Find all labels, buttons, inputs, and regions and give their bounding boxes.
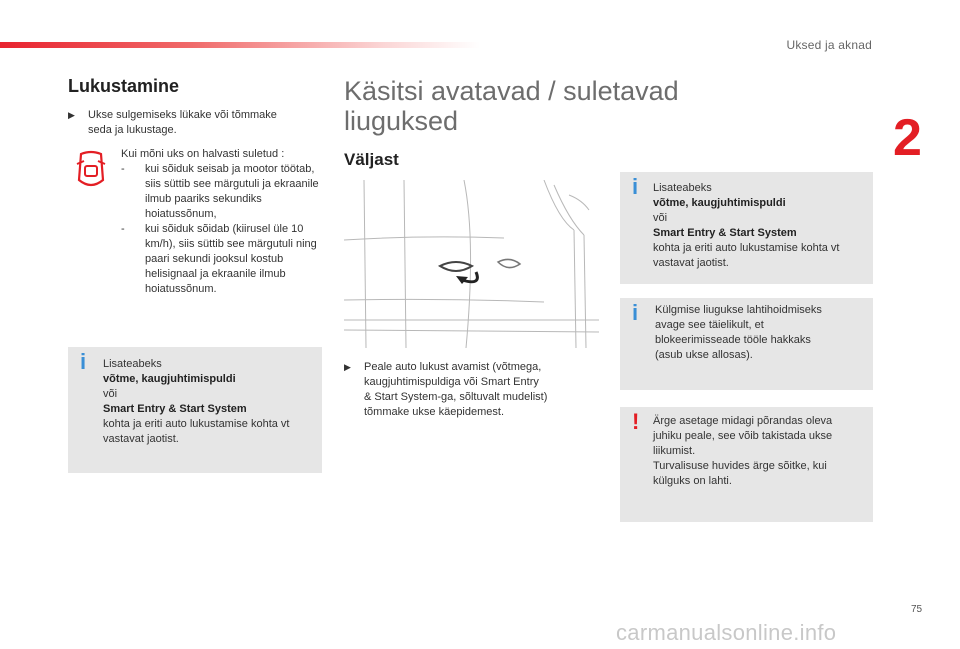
info-text: Külgmise liugukse lahtihoidmiseks: [655, 304, 822, 316]
warning-list-item: [121, 162, 331, 222]
warning-text: Ärge asetage midagi põrandas oleva: [653, 415, 833, 427]
bullet-item: [68, 108, 318, 138]
warning-text: külguks on lahti.: [653, 475, 732, 487]
warning-list-item: [121, 222, 331, 297]
info-icon: i: [632, 174, 639, 199]
info-icon: i: [632, 300, 639, 325]
section-title: Uksed ja aknad: [786, 38, 872, 52]
info-text: või: [103, 388, 118, 400]
info-text: blokeerimisseade tööle hakkaks: [655, 334, 811, 346]
info-text: (asub ukse allosas).: [655, 349, 753, 361]
info-text: Lisateabeks: [103, 358, 162, 370]
info-text: või: [653, 212, 668, 224]
list-dash: -: [121, 163, 125, 175]
info-box-content: [103, 357, 318, 447]
door-warning-text: [121, 147, 331, 297]
heading-kasitsi: Käsitsi avatavad / suletavad liuguksed: [344, 76, 679, 136]
info-text: vastavat jaotist.: [103, 433, 179, 445]
info-text: kohta ja eriti auto lukustamise kohta vt: [653, 242, 840, 254]
bullet-text: Ukse sulgemiseks lükake või tõmmake seda ja lukustage.: [88, 109, 277, 136]
chapter-number: 2: [893, 109, 922, 167]
info-text-bold: võtme, kaugjuhtimispuldi: [653, 197, 786, 209]
warning-intro: Kui mõni uks on halvasti suletud :: [121, 148, 285, 160]
warning-text: juhiku peale, see võib takistada ukse: [653, 430, 833, 442]
info-text-bold: Smart Entry & Start System: [103, 403, 247, 415]
info-box-content: [653, 181, 871, 271]
info-text-bold: Smart Entry & Start System: [653, 227, 797, 239]
bullet-text: Peale auto lukust avamist (võtmega, kaugjuhtimispuldiga või Smart Entry & Start System-ga, sõltuvalt mudelist) tõmmake ukse käepidemest.: [364, 361, 548, 418]
info-icon: i: [80, 349, 87, 374]
exclamation-icon: !: [632, 409, 640, 434]
bullet-item: [344, 360, 584, 420]
triangle-bullet-icon: ▶: [344, 362, 351, 372]
watermark: carmanualsonline.info: [616, 620, 837, 645]
warning-box-content: [653, 414, 869, 489]
info-box-left: [68, 347, 322, 473]
triangle-bullet-icon: ▶: [68, 110, 75, 120]
header-accent-bar: [0, 42, 480, 48]
door-open-warning-icon: [75, 150, 107, 192]
warning-box-right: [620, 407, 873, 522]
warning-item-text: kui sõiduk sõidab (kiirusel üle 10 km/h), siis süttib see märgutuli ning paari sekundi jooksul kostub helisignaal ja ekraanile ilmub hoiatussõnum.: [145, 223, 317, 295]
info-text-bold: võtme, kaugjuhtimispuldi: [103, 373, 236, 385]
heading-lukustamine: Lukustamine: [68, 76, 180, 96]
info-text: vastavat jaotist.: [653, 257, 729, 269]
warning-text: liikumist.: [653, 445, 696, 457]
info-text: avage see täielikult, et: [655, 319, 764, 331]
warning-text: Turvalisuse huvides ärge sõitke, kui: [653, 460, 827, 472]
list-dash: -: [121, 223, 125, 235]
subheading-valjast: Väljast: [344, 150, 399, 169]
info-box-content: [655, 303, 869, 363]
warning-item-text: kui sõiduk seisab ja mootor töötab, siis süttib see märgutuli ja ekraanile ilmub paariks sekundiks hoiatussõnum,: [145, 163, 319, 220]
info-box-right-1: [620, 172, 873, 284]
info-text: kohta ja eriti auto lukustamise kohta vt: [103, 418, 290, 430]
sliding-door-illustration: [344, 180, 599, 348]
page-number: 75: [911, 604, 923, 615]
info-box-right-2: [620, 298, 873, 390]
info-text: Lisateabeks: [653, 182, 712, 194]
